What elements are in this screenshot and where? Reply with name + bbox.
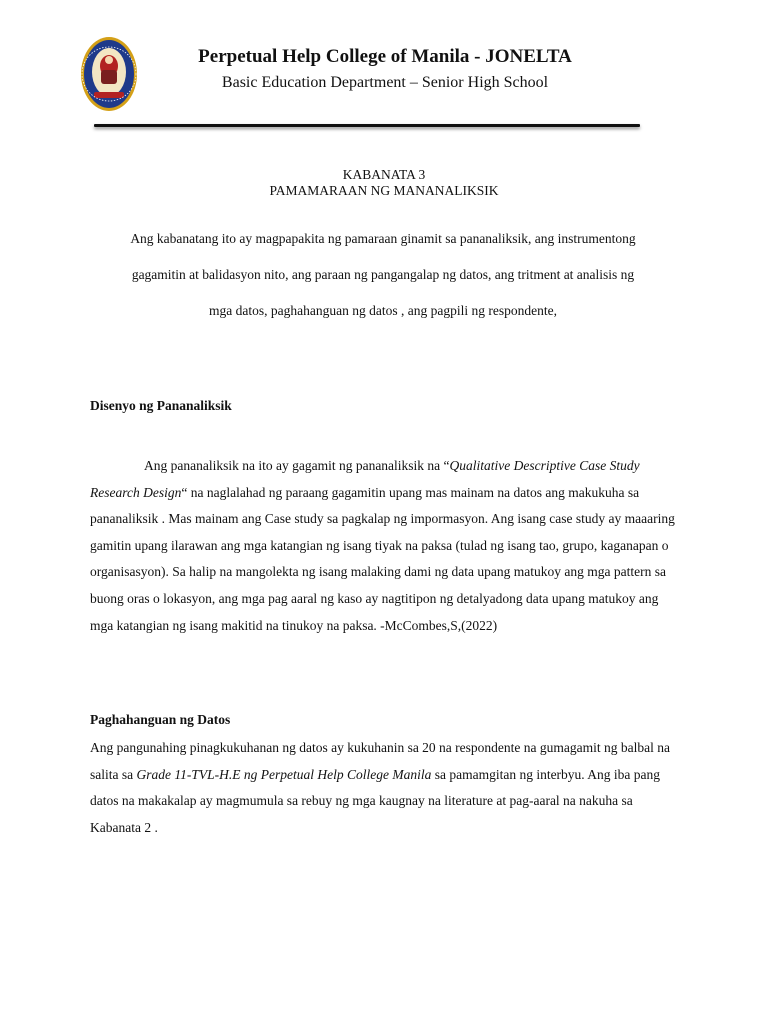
school-name: Perpetual Help College of Manila - JONELTA [198,46,572,67]
section-heading-disenyo: Disenyo ng Pananaliksik [90,398,232,413]
paragraph-text-rest: sa pamamgitan ng interbyu. Ang iba pang datos na makakalap ay magmumula sa rebuy ng mga kaugnay na literature at pag-aaral na nakuha sa Kabanata 2 . [90,766,661,835]
chapter-number: KABANATA 3 [342,167,426,182]
chapter-intro [88,221,678,329]
intro-line: mga datos, paghahanguan ng datos , ang pagpili ng respondente, [209,303,557,318]
section-heading-paghahanguan: Paghahanguan ng Datos [90,712,231,727]
paragraph-text-start: Ang pananaliksik na ito ay gagamit ng pananaliksik na “ [144,458,450,473]
section-paragraph-paghahanguan [90,735,678,841]
paragraph-italic-text: Grade 11-TVL-H.E ng Perpetual Help College Manila [136,766,432,782]
school-seal-icon [80,36,138,112]
chapter-title: PAMAMARAAN NG MANANALIKSIK [269,183,499,198]
document-header [0,0,768,140]
intro-line: gagamitin at balidasyon nito, ang paraan ng pangangalap ng datos, ang tritment at analisis ng [131,267,635,282]
paragraph-text-start: Ang pangunahing pinagkukuhanan ng datos ay kukuhanin sa 20 na respondente na gumagamit ng balbal na salita sa [90,740,670,782]
department-name: Basic Education Department – Senior High School [221,74,549,91]
header-divider [94,124,640,127]
paragraph-italic-text: Qualitative Descriptive Case Study Research Design [90,458,640,500]
paragraph-text-rest: “ na naglalahad ng paraang gagamitin upang mas mainam na datos ang makukuha sa pananaliksik . Mas mainam ang Case study sa pagkalap ng impormasyon. Ang isang case study ay maaaring gamitin upang ilarawan ang mga katangian ng isang tiyak na paksa (tulad ng isang tao, grupo, kaganapan o organisasyon). Sa halip na mangolekta ng isang malaking dami ng data upang matukoy ang mga pattern sa buong oras o lokasyon, ang mga pag aaral ng kaso ay nagtitipon ng detalyadong data upang matukoy ang mga katangian ng isang makitid na tinukoy na paksa. -McCombes,S,(2022) [90,484,675,633]
chapter-title-block [0,167,768,199]
intro-line: Ang kabanatang ito ay magpapakita ng pamaraan ginamit sa pananaliksik, ang instrumentong [130,231,636,246]
section-paragraph-disenyo [90,453,678,639]
